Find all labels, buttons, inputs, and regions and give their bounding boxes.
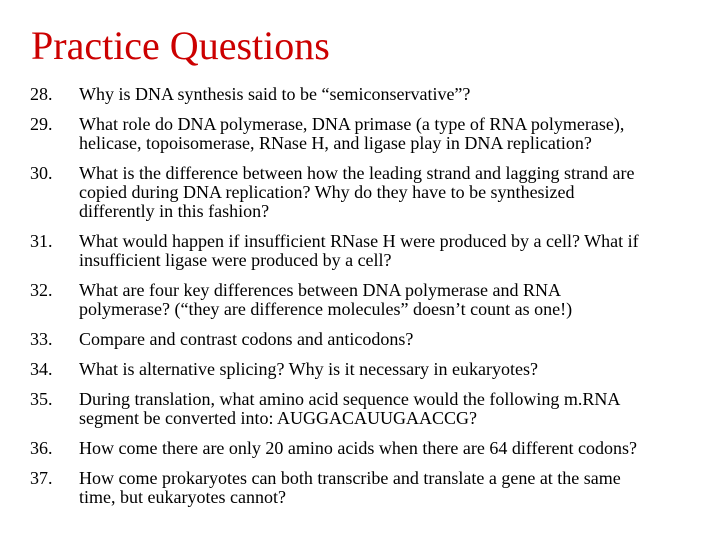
question-item: [30, 85, 710, 104]
question-number: 37.: [30, 468, 53, 488]
question-number: 28.: [30, 84, 53, 104]
question-item: [30, 281, 710, 319]
question-number: 35.: [30, 389, 53, 409]
question-text: Why is DNA synthesis said to be “semiconservative”?: [79, 84, 471, 104]
question-text: Compare and contrast codons and anticodons?: [79, 329, 414, 349]
question-list: [30, 85, 710, 518]
question-item: [30, 360, 710, 379]
question-number: 36.: [30, 438, 53, 458]
question-item: [30, 469, 710, 507]
question-text: What role do DNA polymerase, DNA primase (a type of RNA polymerase), helicase, topoisomerase, RNase H, and ligase play in DNA replication?: [79, 114, 625, 153]
question-number: 31.: [30, 231, 53, 251]
question-item: [30, 164, 710, 221]
question-number: 34.: [30, 359, 53, 379]
question-text: What would happen if insufficient RNase H were produced by a cell? What if insufficient ligase were produced by a cell?: [79, 231, 639, 270]
question-text: How come there are only 20 amino acids when there are 64 different codons?: [79, 438, 637, 458]
question-item: [30, 330, 710, 349]
question-number: 32.: [30, 280, 53, 300]
question-item: [30, 115, 710, 153]
question-text: How come prokaryotes can both transcribe and translate a gene at the same time, but eukaryotes cannot?: [79, 468, 621, 507]
question-text: What is the difference between how the leading strand and lagging strand are copied during DNA replication? Why do they have to be synthesized differently in this fashion?: [79, 163, 635, 221]
question-text: During translation, what amino acid sequence would the following m.RNA segment be converted into: AUGGACAUUGAACCG?: [79, 389, 621, 428]
question-number: 29.: [30, 114, 53, 134]
question-item: [30, 390, 710, 428]
question-number: 33.: [30, 329, 53, 349]
question-item: [30, 232, 710, 270]
page-title: Practice Questions: [31, 23, 330, 68]
question-number: 30.: [30, 163, 53, 183]
question-text: What is alternative splicing? Why is it necessary in eukaryotes?: [79, 359, 539, 379]
question-item: [30, 439, 710, 458]
question-text: What are four key differences between DNA polymerase and RNA polymerase? (“they are difference molecules” doesn’t count as one!): [79, 280, 573, 319]
